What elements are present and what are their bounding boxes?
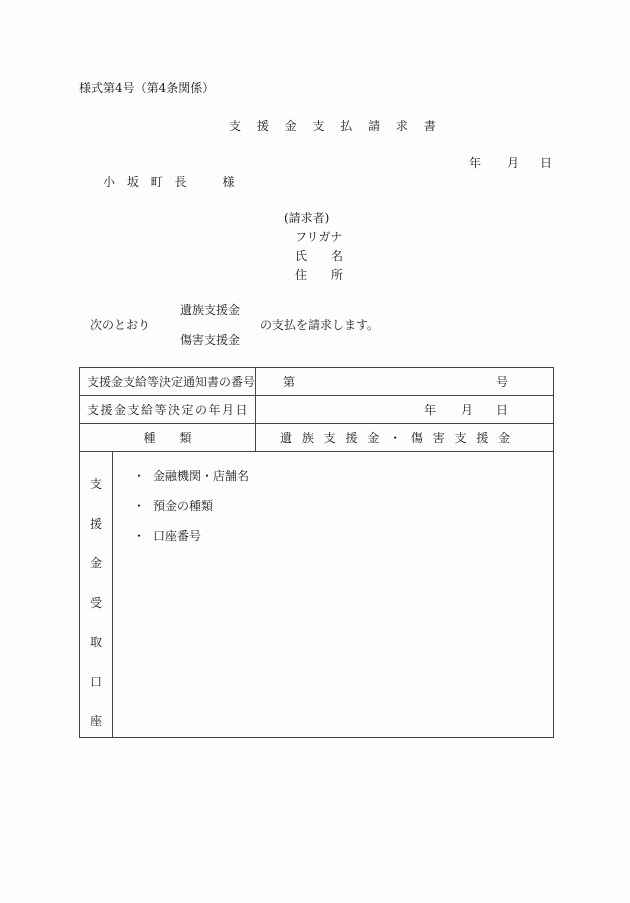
table-row [80,368,554,396]
decision-date-field[interactable] [256,396,554,424]
claimant-furigana-label: フリガナ [295,230,343,244]
date-year: 年 [469,156,482,170]
date-month: 月 [507,156,520,170]
type-label: 種 類 [80,424,256,452]
account-label [80,452,113,738]
deposit-type-label: 預金の種類 [153,499,214,513]
account-label-char: 援 [89,516,102,531]
list-item [133,498,553,528]
bank-branch-label: 金融機関・店舗名 [153,469,250,483]
decision-date-label: 支援金支給等決定の年月日 [80,396,256,424]
addressee: 小 坂 町 長 様 [103,175,239,189]
claimant-name-label: 氏 名 [295,249,344,263]
decision-date-day: 日 [496,403,509,417]
request-option-bereaved: 遺族支援金 [180,303,241,317]
notice-number-go: 号 [496,375,509,389]
date-day: 日 [540,156,553,170]
request-option-injury: 傷害支援金 [180,333,241,347]
list-item [133,468,553,498]
claimant-heading: (請求者) [284,211,330,225]
table-row [80,424,554,452]
decision-date-year: 年 [424,403,437,417]
notice-number-dai: 第 [283,375,296,389]
page-title: 支 援 金 支 払 請 求 書 [229,119,442,133]
account-label-char: 座 [89,714,102,728]
account-label-char: 金 [89,556,102,570]
account-label-char: 取 [89,635,102,649]
account-label-char: 受 [89,595,102,610]
claim-table [79,367,554,738]
table-row [80,396,554,424]
list-item [133,528,553,558]
form-number: 様式第4号（第4条関係） [79,81,215,95]
request-prefix: 次のとおり [90,318,151,332]
bullet: ・ [133,529,146,543]
account-label-char: 口 [89,674,102,689]
account-label-char: 支 [89,477,102,491]
account-details[interactable] [113,452,554,738]
account-number-label: 口座番号 [153,529,202,543]
notice-number-field[interactable] [256,368,554,396]
bullet: ・ [133,499,146,513]
notice-number-label: 支援金支給等決定通知書の番号 [80,368,256,396]
claimant-address-label: 住 所 [295,268,344,282]
decision-date-month: 月 [461,403,474,417]
bullet: ・ [133,469,146,483]
table-row [80,452,554,738]
request-suffix: の支払を請求します。 [260,318,380,332]
type-field[interactable]: 遺 族 支 援 金 ・ 傷 害 支 援 金 [256,424,554,452]
